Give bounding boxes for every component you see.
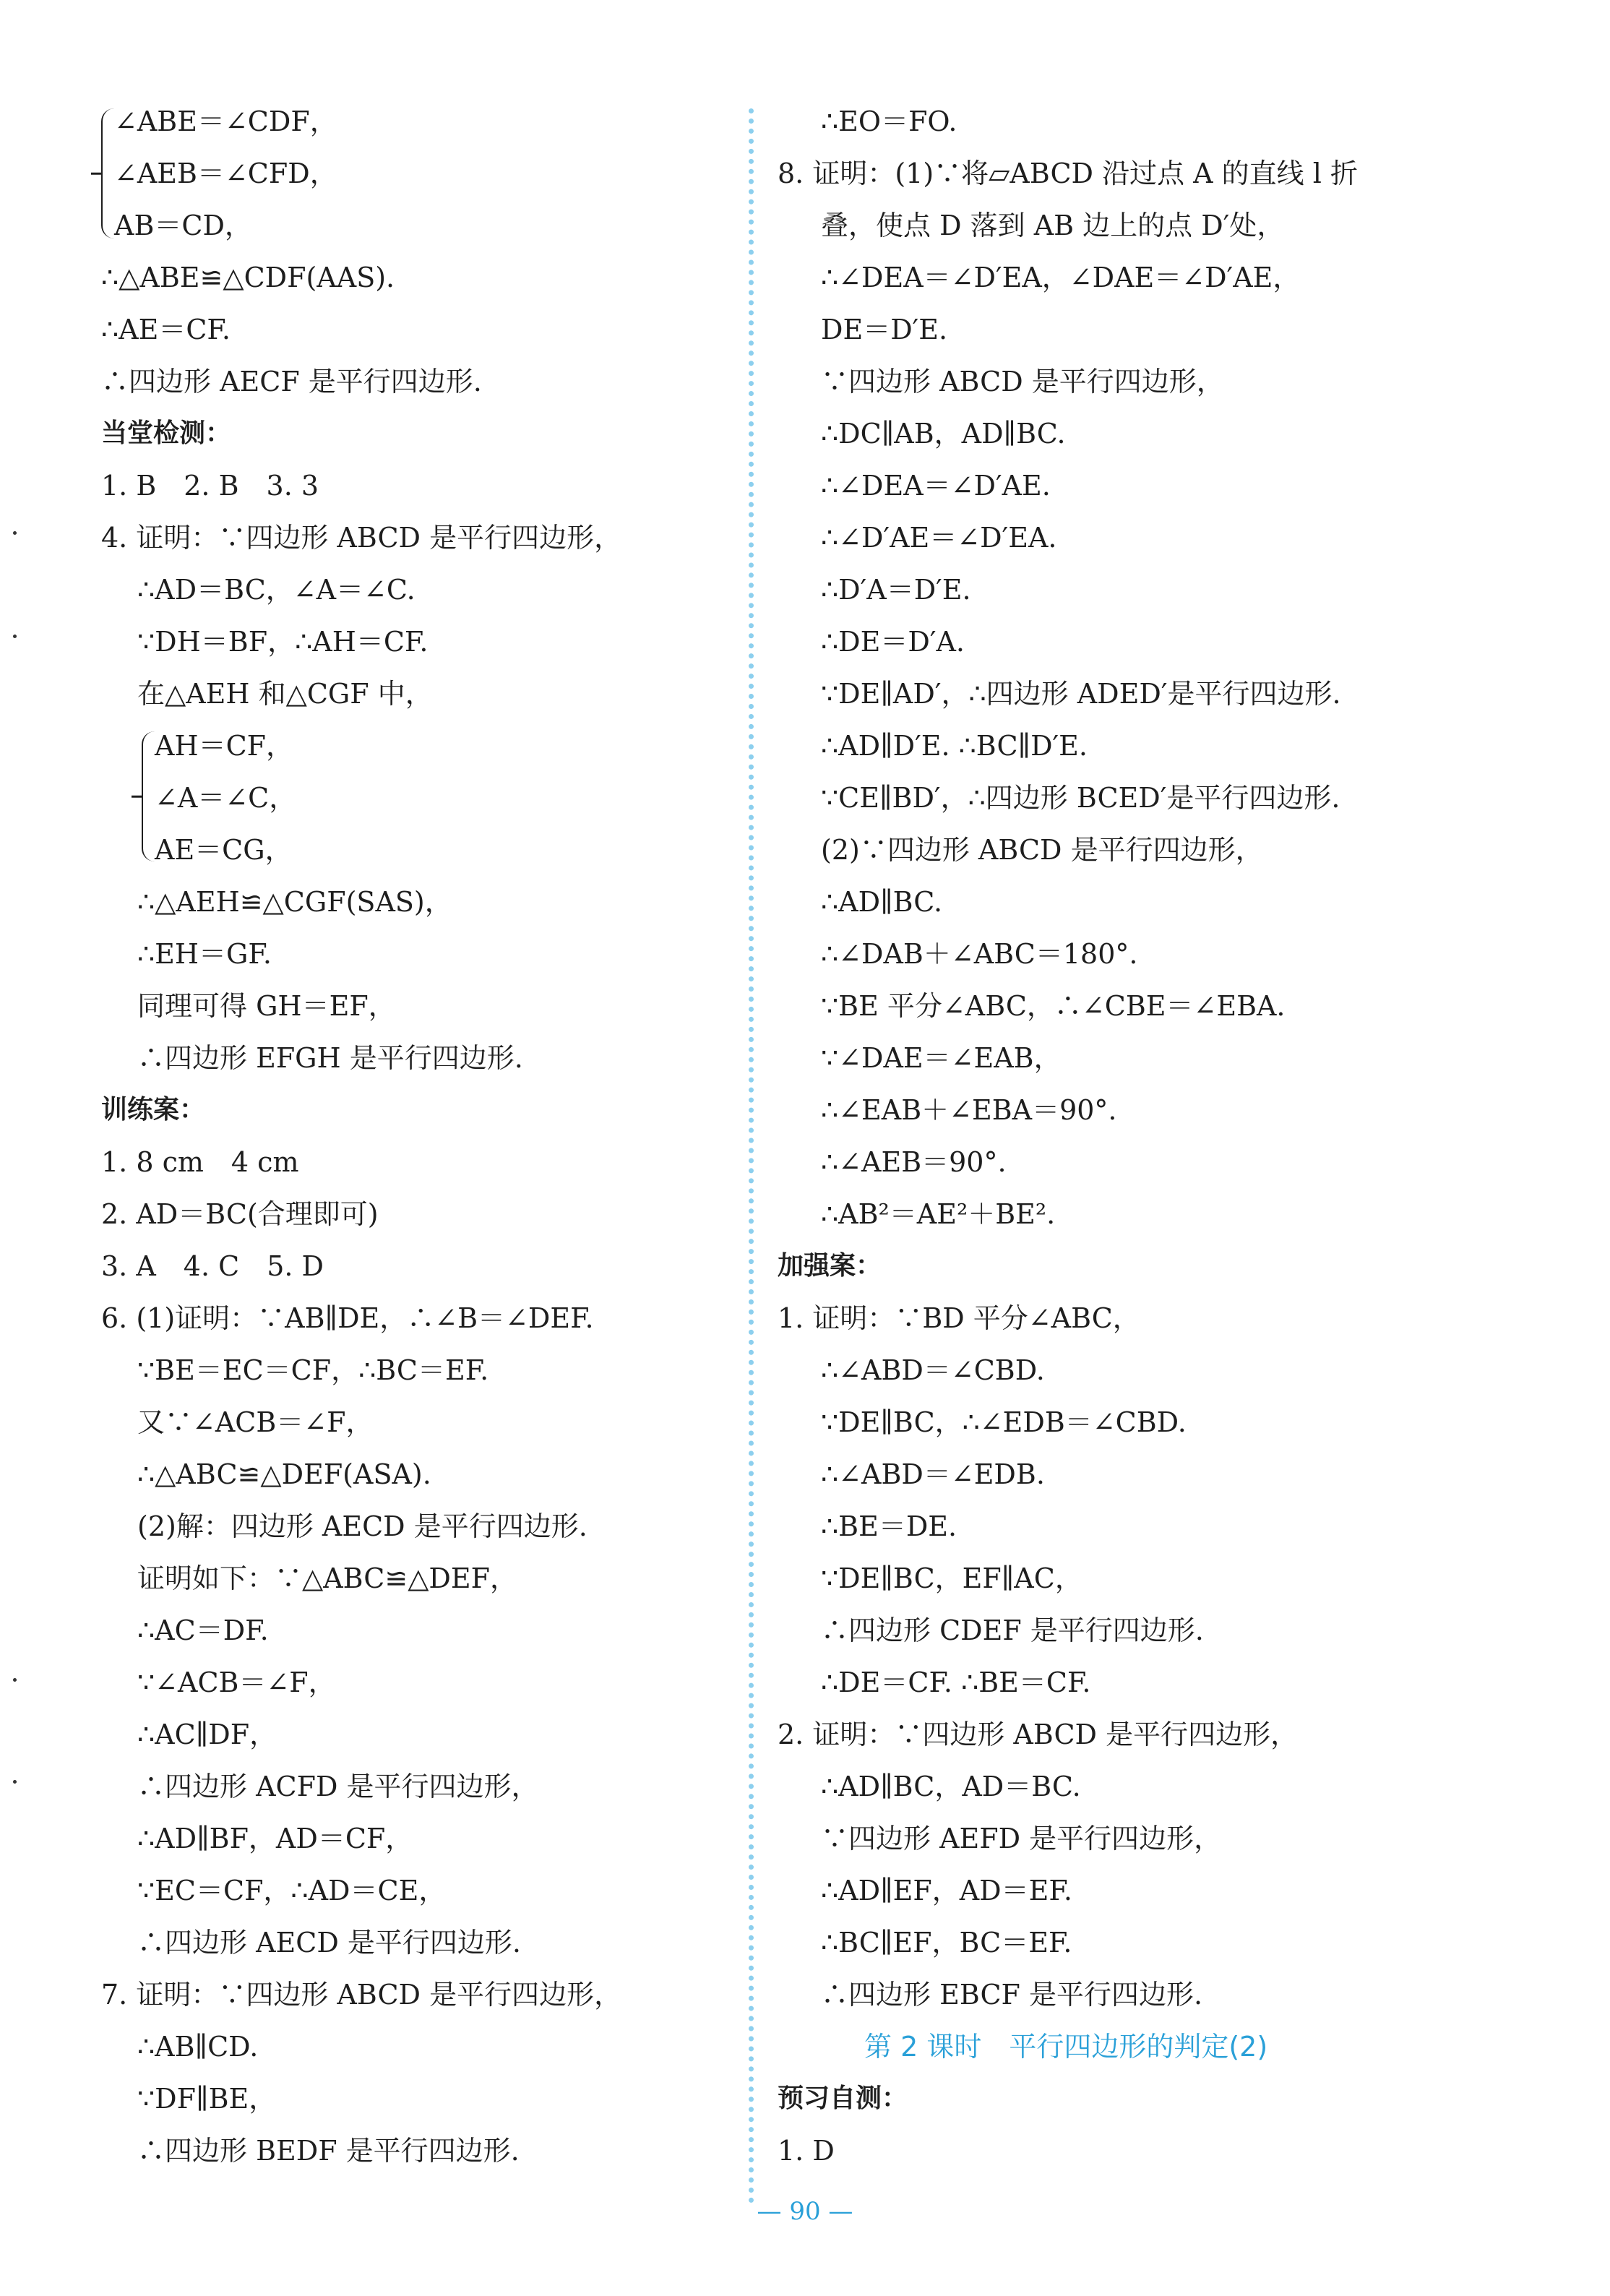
text-line: ∴AC∥DF， <box>137 1719 277 1750</box>
text-line: ∴BC∥EF，BC＝EF. <box>821 1927 1072 1959</box>
text-line: ∴AD∥D′E. ∴BC∥D′E. <box>821 730 1088 762</box>
text-line: ∵四边形 ABCD 是平行四边形， <box>821 366 1224 397</box>
lesson-title: 第 2 课时 平行四边形的判定(2) <box>864 2031 1268 2063</box>
text-line: ∠ABE＝∠CDF， <box>114 106 337 137</box>
text-line: ∴AB∥CD. <box>137 2031 259 2063</box>
text-line: ∴BE＝DE. <box>821 1510 957 1542</box>
text-line: ∵DE∥AD′，∴四边形 ADED′是平行四边形. <box>821 678 1341 710</box>
text-line: ∴EH＝GF. <box>137 938 272 970</box>
text-line: AE＝CG， <box>155 834 293 866</box>
text-line: ∴△ABC≌△DEF(ASA). <box>137 1458 431 1490</box>
text-line: ∴AC＝DF. <box>137 1614 269 1646</box>
text-line: ∴D′A＝D′E. <box>821 574 971 606</box>
text-line: ∴四边形 AECD 是平行四边形. <box>137 1927 521 1959</box>
section-heading: 训练案： <box>101 1095 206 1125</box>
text-line: ∴四边形 EBCF 是平行四边形. <box>821 1979 1203 2011</box>
text-line: ∴△ABE≌△CDF(AAS). <box>101 262 395 293</box>
answer-line: 1. B 2. B 3. 3 <box>101 470 319 502</box>
text-line: 又∵∠ACB＝∠F， <box>137 1406 374 1438</box>
text-line: ∴∠DEA＝∠D′AE. <box>821 470 1051 502</box>
text-line: ∴四边形 CDEF 是平行四边形. <box>821 1614 1204 1646</box>
answer-line: 1. D <box>778 2135 835 2167</box>
text-line: ∵DF∥BE， <box>137 2083 277 2115</box>
text-line: ∵∠ACB＝∠F， <box>137 1667 336 1698</box>
question-line: 4. 证明：∵四边形 ABCD 是平行四边形， <box>101 522 622 554</box>
question-line: 2. 证明：∵四边形 ABCD 是平行四边形， <box>778 1719 1299 1750</box>
text-line: AB＝CD， <box>114 210 252 241</box>
text-line: ∴∠DAB＋∠ABC＝180°. <box>821 938 1138 970</box>
question-line: 7. 证明：∵四边形 ABCD 是平行四边形， <box>101 1979 622 2011</box>
text-line: ∴四边形 ACFD 是平行四边形， <box>137 1771 539 1802</box>
section-heading: 加强案： <box>778 1251 882 1281</box>
text-line: ∴∠D′AE＝∠D′EA. <box>821 522 1057 554</box>
answer-line: 2. AD＝BC(合理即可) <box>101 1198 379 1230</box>
text-line: ∴AD＝BC，∠A＝∠C. <box>137 574 416 606</box>
text-line: ∠A＝∠C， <box>155 782 297 814</box>
text-line: ∴AD∥BC，AD＝BC. <box>821 1771 1081 1802</box>
text-line: 证明如下：∵△ABC≌△DEF， <box>137 1562 518 1594</box>
text-line: ∵DE∥BC，EF∥AC， <box>821 1562 1082 1594</box>
text-line: ∴AD∥BC. <box>821 886 943 918</box>
text-line: ∠AEB＝∠CFD， <box>114 158 337 189</box>
text-line: AH＝CF， <box>155 730 294 762</box>
page-number: — 90 — <box>757 2197 853 2226</box>
question-line: 8. 证明：(1)∵将▱ABCD 沿过点 A 的直线 l 折 <box>778 158 1358 189</box>
text-line: (2)解：四边形 AECD 是平行四边形. <box>137 1510 587 1542</box>
text-line: ∵BE＝EC＝CF，∴BC＝EF. <box>137 1354 489 1386</box>
text-line: ∵DE∥BC，∴∠EDB＝∠CBD. <box>821 1406 1187 1438</box>
text-line: ∴∠DEA＝∠D′EA，∠DAE＝∠D′AE， <box>821 262 1301 293</box>
text-line: ∴四边形 BEDF 是平行四边形. <box>137 2135 520 2167</box>
answer-line: 3. A 4. C 5. D <box>101 1250 324 1282</box>
text-line: ∴DC∥AB，AD∥BC. <box>821 418 1066 450</box>
section-heading: 当堂检测： <box>101 418 232 448</box>
text-line: ∴∠ABD＝∠EDB. <box>821 1458 1045 1490</box>
column-divider <box>749 108 754 2204</box>
text-line: 同理可得 GH＝EF， <box>137 990 396 1022</box>
text-line: ∴∠AEB＝90°. <box>821 1146 1007 1178</box>
text-line: ∵四边形 AEFD 是平行四边形， <box>821 1823 1222 1854</box>
text-line: ∵EC＝CF，∴AD＝CE， <box>137 1875 447 1906</box>
text-line: ∴∠EAB＋∠EBA＝90°. <box>821 1094 1117 1126</box>
text-line: ∴四边形 EFGH 是平行四边形. <box>137 1042 523 1074</box>
text-line: 叠，使点 D 落到 AB 边上的点 D′处， <box>821 210 1285 241</box>
text-line: ∴DE＝CF. ∴BE＝CF. <box>821 1667 1091 1698</box>
text-line: ∵DH＝BF，∴AH＝CF. <box>137 626 429 658</box>
text-line: ∴AD∥EF，AD＝EF. <box>821 1875 1072 1906</box>
margin-mark <box>13 635 17 638</box>
text-line: ∴AE＝CF. <box>101 314 231 345</box>
question-line: 1. 证明：∵BD 平分∠ABC， <box>778 1302 1140 1334</box>
text-line: ∴AB²＝AE²＋BE². <box>821 1198 1056 1230</box>
text-line: DE＝D′E. <box>821 314 948 345</box>
text-line: (2)∵四边形 ABCD 是平行四边形， <box>821 834 1263 866</box>
text-line: ∴△AEH≌△CGF(SAS)， <box>137 886 452 918</box>
text-line: ∴四边形 AECF 是平行四边形. <box>101 366 482 397</box>
text-line: ∵CE∥BD′，∴四边形 BCED′是平行四边形. <box>821 782 1340 814</box>
text-line: ∴∠ABD＝∠CBD. <box>821 1354 1045 1386</box>
text-line: ∵BE 平分∠ABC，∴∠CBE＝∠EBA. <box>821 990 1286 1022</box>
text-line: ∵∠DAE＝∠EAB， <box>821 1042 1062 1074</box>
margin-mark <box>13 1780 17 1784</box>
text-line: 在△AEH 和△CGF 中， <box>137 678 433 710</box>
text-line: ∴DE＝D′A. <box>821 626 965 658</box>
section-heading: 预习自测： <box>778 2084 908 2113</box>
answer-line: 1. 8 cm 4 cm <box>101 1146 299 1178</box>
text-line: ∴EO＝FO. <box>821 106 957 137</box>
question-line: 6. (1)证明：∵AB∥DE，∴∠B＝∠DEF. <box>101 1302 594 1334</box>
text-line: ∴AD∥BF，AD＝CF， <box>137 1823 413 1854</box>
margin-mark <box>13 531 17 535</box>
margin-mark <box>13 1678 17 1682</box>
